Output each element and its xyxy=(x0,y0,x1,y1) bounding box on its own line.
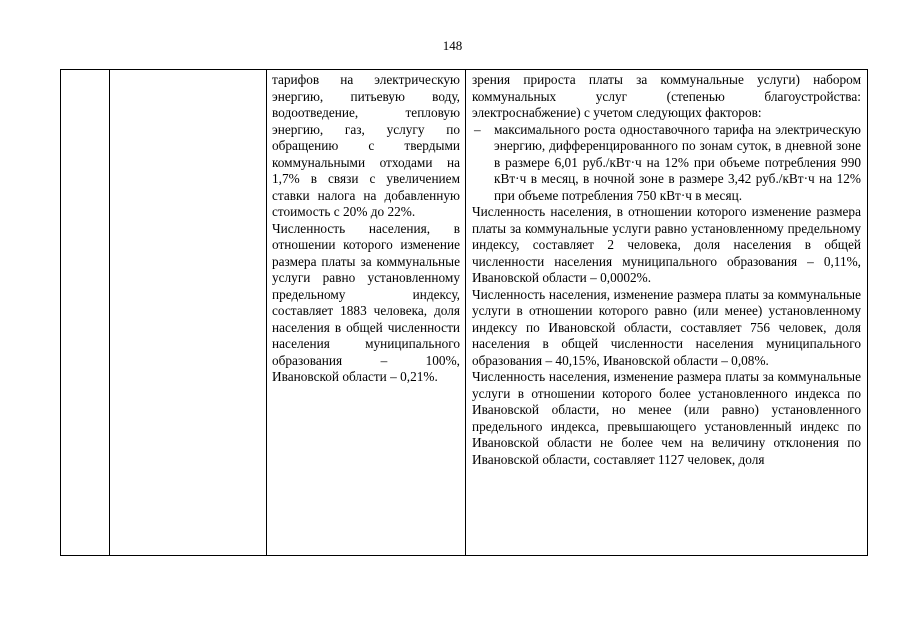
page-number: 148 xyxy=(442,38,463,53)
justification-paragraph: тарифов на электрическую энергию, питьевую воду, водоотведение, тепловую энергию, газ, услугу по обращению с твердыми коммунальными отходами на 1,7% в связи с увеличением ставки налога на добавленную стоимость с 20% до 22%. xyxy=(272,72,460,219)
factors-list xyxy=(472,122,861,205)
cell-municipality xyxy=(110,70,267,556)
population-paragraph-above-index: Численность населения, изменение размера платы за коммунальные услуги в отношении которого более установленного индекса по Ивановской области, но менее (или равно) установленного предельного индекса, превышающего установленный индекс по Ивановской области не более чем на величину отклонения по Ивановской области, составляет 1127 человек, доля xyxy=(472,369,861,467)
document-table xyxy=(60,69,868,556)
cell-index-justification xyxy=(267,70,466,556)
table-row xyxy=(61,70,868,556)
population-paragraph-limit-index: Численность населения, в отношении которого изменение размера платы за коммунальные услуги равно установленному предельному индексу, составляет 2 человека, доля населения в общей численности населения муниципального образования – 0,11%, Ивановской области – 0,0002%. xyxy=(472,204,861,285)
services-intro-paragraph: зрения прироста платы за коммунальные услуги) набором коммунальных услуг (степенью благоустройства: электроснабжение) с учетом следующих факторов: xyxy=(472,72,861,120)
cell-number xyxy=(61,70,110,556)
population-paragraph-below-index: Численность населения, изменение размера платы за коммунальные услуги в отношении которого равно (или менее) установленному индексу по Ивановской области, составляет 756 человек, доля населения в общей численности населения муниципального образования – 40,15%, Ивановской области – 0,08%. xyxy=(472,286,861,368)
factor-item: – максимального роста одноставочного тарифа на электрическую энергию, дифференцированного по зонам суток, в дневной зоне в размере 6,01 руб./кВт·ч на 12% при объеме потребления 990 кВт·ч в месяц, в ночной зоне в размере 3,42 руб./кВт·ч на 12% при объеме потребления 750 кВт·ч в месяц. xyxy=(472,122,861,205)
cell-population-details xyxy=(466,70,868,556)
population-paragraph: Численность населения, в отношении которого изменение размера платы за коммунальные услуги равно установленному предельному индексу, составляет 1883 человека, доля населения в общей численности населения муниципального образования – 100%, Ивановской области – 0,21%. xyxy=(272,220,460,384)
